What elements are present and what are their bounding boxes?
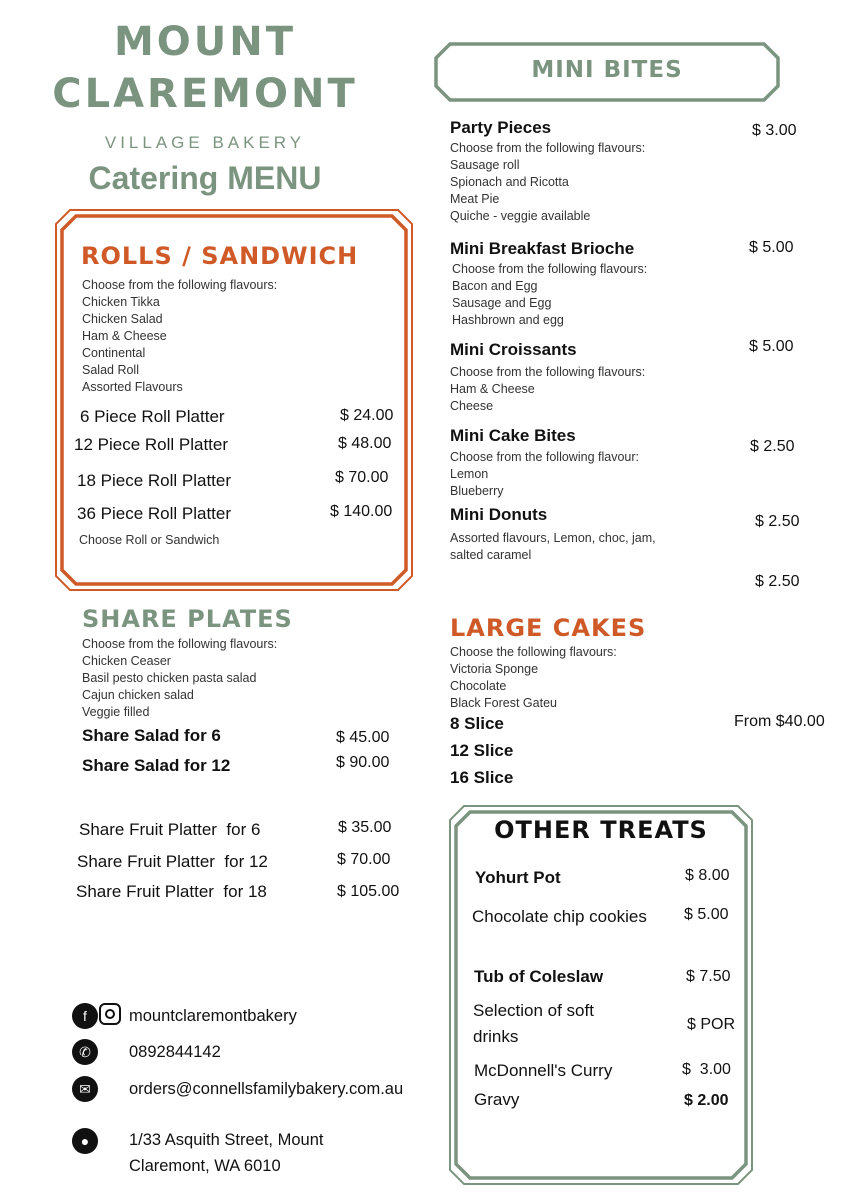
list-item: Hashbrown and egg [452, 313, 564, 327]
list-intro: Choose from the following flavours: [450, 365, 646, 379]
party-pieces-list [450, 140, 645, 225]
list-item: Meat Pie [450, 192, 500, 206]
fruit-platter-price: $ 35.00 [338, 819, 392, 836]
list-intro: Choose from the following flavours: [450, 141, 646, 155]
roll-item-name: 18 Piece Roll Platter [77, 471, 232, 490]
fruit-platter-price: $ 105.00 [337, 883, 400, 900]
list-item: Sausage roll [450, 158, 520, 172]
donuts-name: Mini Donuts [450, 505, 548, 524]
list-item: Blueberry [450, 484, 504, 498]
brioche-price: $ 5.00 [749, 239, 794, 256]
list-item: Bacon and Egg [452, 279, 538, 293]
mail-icon: ✉ [72, 1076, 98, 1102]
list-item: Sausage and Egg [452, 296, 552, 310]
party-pieces-price: $ 3.00 [752, 122, 797, 139]
address-line-1: 1/33 Asquith Street, Mount [129, 1131, 324, 1149]
phone-icon: ✆ [72, 1039, 98, 1065]
cake-size: 12 Slice [450, 741, 514, 760]
cake-bites-price: $ 2.50 [750, 438, 795, 455]
brioche-name: Mini Breakfast Brioche [450, 239, 635, 258]
rolls-heading: ROLLS / SANDWICH [81, 242, 359, 270]
list-item: Quiche - veggie available [450, 209, 591, 223]
list-item: Black Forest Gateu [450, 696, 557, 710]
roll-item-name: 6 Piece Roll Platter [80, 407, 225, 426]
rolls-intro: Choose from the following flavours: [82, 278, 278, 292]
brioche-list [452, 261, 647, 329]
instagram-icon[interactable] [99, 1003, 121, 1025]
rolls-flavour-list [82, 277, 277, 396]
roll-item-name: 36 Piece Roll Platter [77, 504, 232, 523]
menu-title: Catering MENU [88, 160, 322, 196]
donuts-price: $ 2.50 [755, 513, 800, 530]
treat-price: $ POR [687, 1016, 736, 1033]
other-treats-heading: OTHER TREATS [494, 816, 708, 844]
croissants-list [450, 364, 645, 415]
facebook-icon[interactable]: f [72, 1003, 98, 1029]
list-item: Assorted Flavours [82, 380, 183, 394]
brand-line-1: MOUNT [113, 19, 297, 65]
share-salad-price: $ 90.00 [336, 754, 390, 771]
list-item: Continental [82, 346, 146, 360]
share-intro: Choose from the following flavours: [82, 637, 278, 651]
treat-price-2: $ 2.00 [684, 1092, 729, 1109]
cake-size: 16 Slice [450, 768, 514, 787]
list-item: Chocolate [450, 679, 507, 693]
treat-name: Tub of Coleslaw [474, 967, 604, 986]
share-heading: SHARE PLATES [82, 605, 293, 633]
list-item: Cheese [450, 399, 494, 413]
location-pin-icon: ● [72, 1128, 98, 1154]
roll-item-name: 12 Piece Roll Platter [74, 435, 229, 454]
treat-price: $ 3.00 [682, 1061, 731, 1078]
list-item: Victoria Sponge [450, 662, 539, 676]
social-handle[interactable]: mountclaremontbakery [129, 1007, 297, 1025]
rolls-note: Choose Roll or Sandwich [79, 533, 220, 547]
list-item: Chicken Tikka [82, 295, 160, 309]
treat-price: $ 5.00 [684, 906, 729, 923]
share-flavour-list [82, 636, 277, 721]
brand-subtitle: VILLAGE BAKERY [104, 133, 306, 152]
large-cakes-heading: LARGE CAKES [450, 614, 647, 642]
list-item: Cajun chicken salad [82, 688, 194, 702]
list-item: Spionach and Ricotta [450, 175, 569, 189]
share-salad-price: $ 45.00 [336, 729, 390, 746]
treat-name: Selection of soft [473, 1001, 594, 1020]
roll-item-price: $ 140.00 [330, 503, 393, 520]
cake-bites-name: Mini Cake Bites [450, 426, 576, 445]
treat-name-line-2: drinks [473, 1027, 519, 1046]
party-pieces-name: Party Pieces [450, 118, 552, 137]
list-item: Veggie filled [82, 705, 150, 719]
donuts-desc-line: salted caramel [450, 548, 532, 562]
treat-price: $ 8.00 [685, 867, 730, 884]
list-item: Basil pesto chicken pasta salad [82, 671, 257, 685]
phone-number[interactable]: 0892844142 [129, 1043, 221, 1061]
croissants-price: $ 5.00 [749, 338, 794, 355]
list-intro: Choose from the following flavour: [450, 450, 639, 464]
croissants-name: Mini Croissants [450, 340, 577, 359]
mini-bites-heading: MINI BITES [531, 57, 683, 83]
address-line-2: Claremont, WA 6010 [129, 1157, 281, 1175]
fruit-platter-name: Share Fruit Platter for 12 [77, 852, 268, 871]
list-item: Chicken Salad [82, 312, 163, 326]
list-item: Chicken Ceaser [82, 654, 171, 668]
list-item: Ham & Cheese [450, 382, 535, 396]
cake-bites-list [450, 449, 639, 500]
roll-item-price: $ 24.00 [340, 407, 394, 424]
email-address[interactable]: orders@connellsfamilybakery.com.au [129, 1080, 404, 1098]
treat-name: Yohurt Pot [475, 868, 561, 887]
list-item: Lemon [450, 467, 489, 481]
share-salad-name: Share Salad for 6 [82, 726, 221, 745]
list-item: Salad Roll [82, 363, 139, 377]
list-intro: Choose the following flavours: [450, 645, 617, 659]
treat-name: McDonnell's Curry [474, 1061, 613, 1080]
fruit-platter-name: Share Fruit Platter for 6 [79, 820, 261, 839]
fruit-platter-name: Share Fruit Platter for 18 [76, 882, 267, 901]
fruit-platter-price: $ 70.00 [337, 851, 391, 868]
large-cakes-list [450, 644, 617, 712]
extra-price: $ 2.50 [755, 573, 800, 590]
cake-size: 8 Slice [450, 714, 504, 733]
brand-line-2: CLAREMONT [52, 71, 358, 117]
treat-price: $ 7.50 [686, 968, 731, 985]
roll-item-price: $ 48.00 [338, 435, 392, 452]
large-cakes-price: From $40.00 [734, 713, 825, 730]
donuts-desc [450, 530, 656, 564]
donuts-desc-line: Assorted flavours, Lemon, choc, jam, [450, 531, 656, 545]
share-salad-name: Share Salad for 12 [82, 756, 231, 775]
treat-name-line-2: Gravy [474, 1090, 520, 1109]
list-intro: Choose from the following flavours: [452, 262, 648, 276]
roll-item-price: $ 70.00 [335, 469, 389, 486]
list-item: Ham & Cheese [82, 329, 167, 343]
treat-name: Chocolate chip cookies [472, 907, 647, 926]
